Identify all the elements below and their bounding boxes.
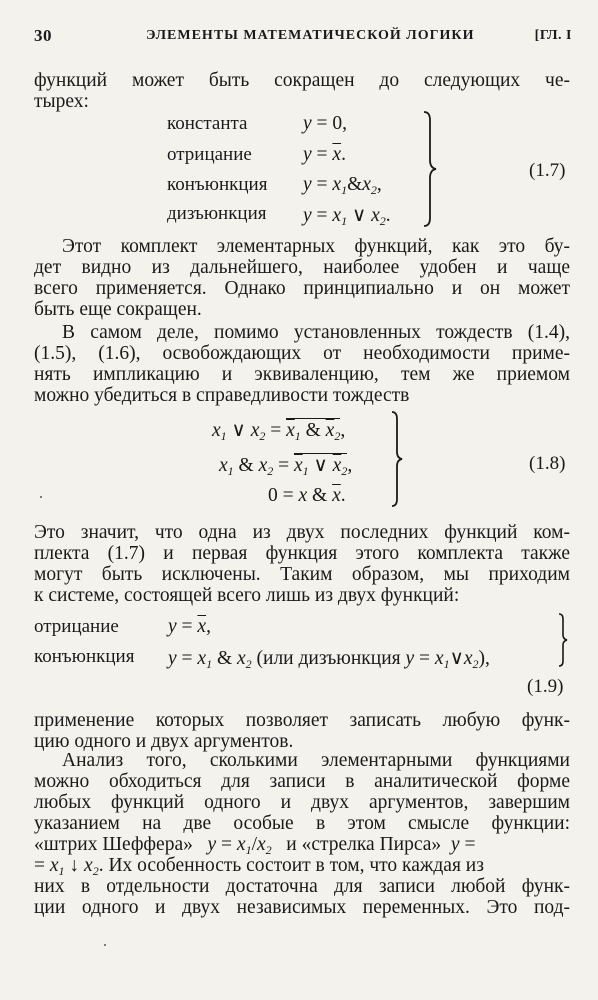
formula: $x_1$ ∨ $x_2 = \overline{x}_1$ & $\overline{x}_2$, <box>212 420 346 443</box>
equation-number: (1.7) <box>529 160 566 181</box>
text-line: тырех: <box>34 91 89 112</box>
text-line: В самом деле, помимо установленных тождеств (1.4), <box>62 322 570 343</box>
text-line: всего применяется. Однако принципиально и он может <box>34 278 570 299</box>
text-line: функций может быть сокращен до следующих че- <box>34 70 570 91</box>
text-line: к системе, состоящей всего лишь из двух функций: <box>34 585 460 606</box>
formula-label: дизъюнкция <box>167 203 267 224</box>
formula: $x_1$ & $x_2 = \overline{x}_1$ ∨ $\overline{x}_2$, <box>219 455 353 478</box>
right-brace <box>388 410 408 508</box>
print-speck <box>104 944 106 946</box>
formula: $y = \overline{x}$, <box>168 616 211 637</box>
text-line: дет видно из дальнейшего, наиболее удобен и чаще <box>34 257 570 278</box>
formula-label: конъюнкция <box>34 646 135 667</box>
paragraph <box>34 750 570 918</box>
paragraph <box>34 322 570 406</box>
formula: $y = \overline{x}$. <box>303 144 346 165</box>
page-number: 30 <box>34 26 52 45</box>
text-line: можно убедиться в справедливости тождеств <box>34 385 410 406</box>
print-speck <box>40 496 42 498</box>
paragraph <box>34 710 570 752</box>
formula: 0 = x & $\overline{x}$. <box>268 485 346 506</box>
text-line: = $x_1$ ↓ $x_2$. Их особенность состоит в том, что каждая из <box>34 855 484 878</box>
text-line: применение которых позволяет записать любую функ- <box>34 710 570 731</box>
text-line: (1.5), (1.6), освобождающих от необходимости приме- <box>34 343 570 364</box>
text-line: Это значит, что одна из двух последних функций ком- <box>34 522 570 543</box>
text-line: цию одного и двух аргументов. <box>34 731 294 752</box>
text-line: них в отдельности достаточна для записи любой функ- <box>34 876 570 897</box>
chapter-label: [ГЛ. I <box>534 28 572 43</box>
formula-label: отрицание <box>167 144 252 165</box>
text-line: Этот комплект элементарных функций, как это бу- <box>62 236 570 257</box>
text-line: можно обходиться для записи в аналитической форме <box>34 771 570 792</box>
text-line: быть еще сокращен. <box>34 299 202 320</box>
text-line: «штрих Шеффера» $y = x_1/x_2$ и «стрелка Пирса» y = <box>34 834 476 857</box>
paragraph-intro <box>34 70 570 112</box>
text-line: могут быть исключены. Таким образом, мы приходим <box>34 564 570 585</box>
text-line: Анализ того, сколькими элементарными функциями <box>62 750 570 771</box>
formula-label: константа <box>167 113 248 134</box>
right-brace <box>418 110 442 228</box>
text-line: указанием на две особые в этом смысле функции: <box>34 813 570 834</box>
equation-number: (1.8) <box>529 453 566 474</box>
paragraph <box>34 522 570 606</box>
formula: y = 0, <box>303 113 348 134</box>
right-brace <box>556 612 572 668</box>
running-title: ЭЛЕМЕНТЫ МАТЕМАТИЧЕСКОЙ ЛОГИКИ <box>146 28 475 43</box>
text-line: плекта (1.7) и первая функция этого комплекта также <box>34 543 570 564</box>
paragraph <box>34 236 570 320</box>
text-line: ции одного и двух независимых переменных. Это под- <box>34 897 570 918</box>
formula-label: конъюнкция <box>167 174 268 195</box>
text-line: любых функций одного и двух аргументов, завершим <box>34 792 570 813</box>
page-header <box>34 26 572 48</box>
formula: $y = x_1\&x_2$, <box>303 174 382 197</box>
equation-number: (1.9) <box>527 676 564 697</box>
text-line: нять импликацию и эквиваленцию, тем же приемом <box>34 364 570 385</box>
formula: $y = x_1$ ∨ $x_2$. <box>303 205 391 228</box>
formula: $y = x_1$ & $x_2$ (или дизъюнкция $y = x_1\vee x_2$), <box>168 648 490 671</box>
formula-label: отрицание <box>34 616 119 637</box>
